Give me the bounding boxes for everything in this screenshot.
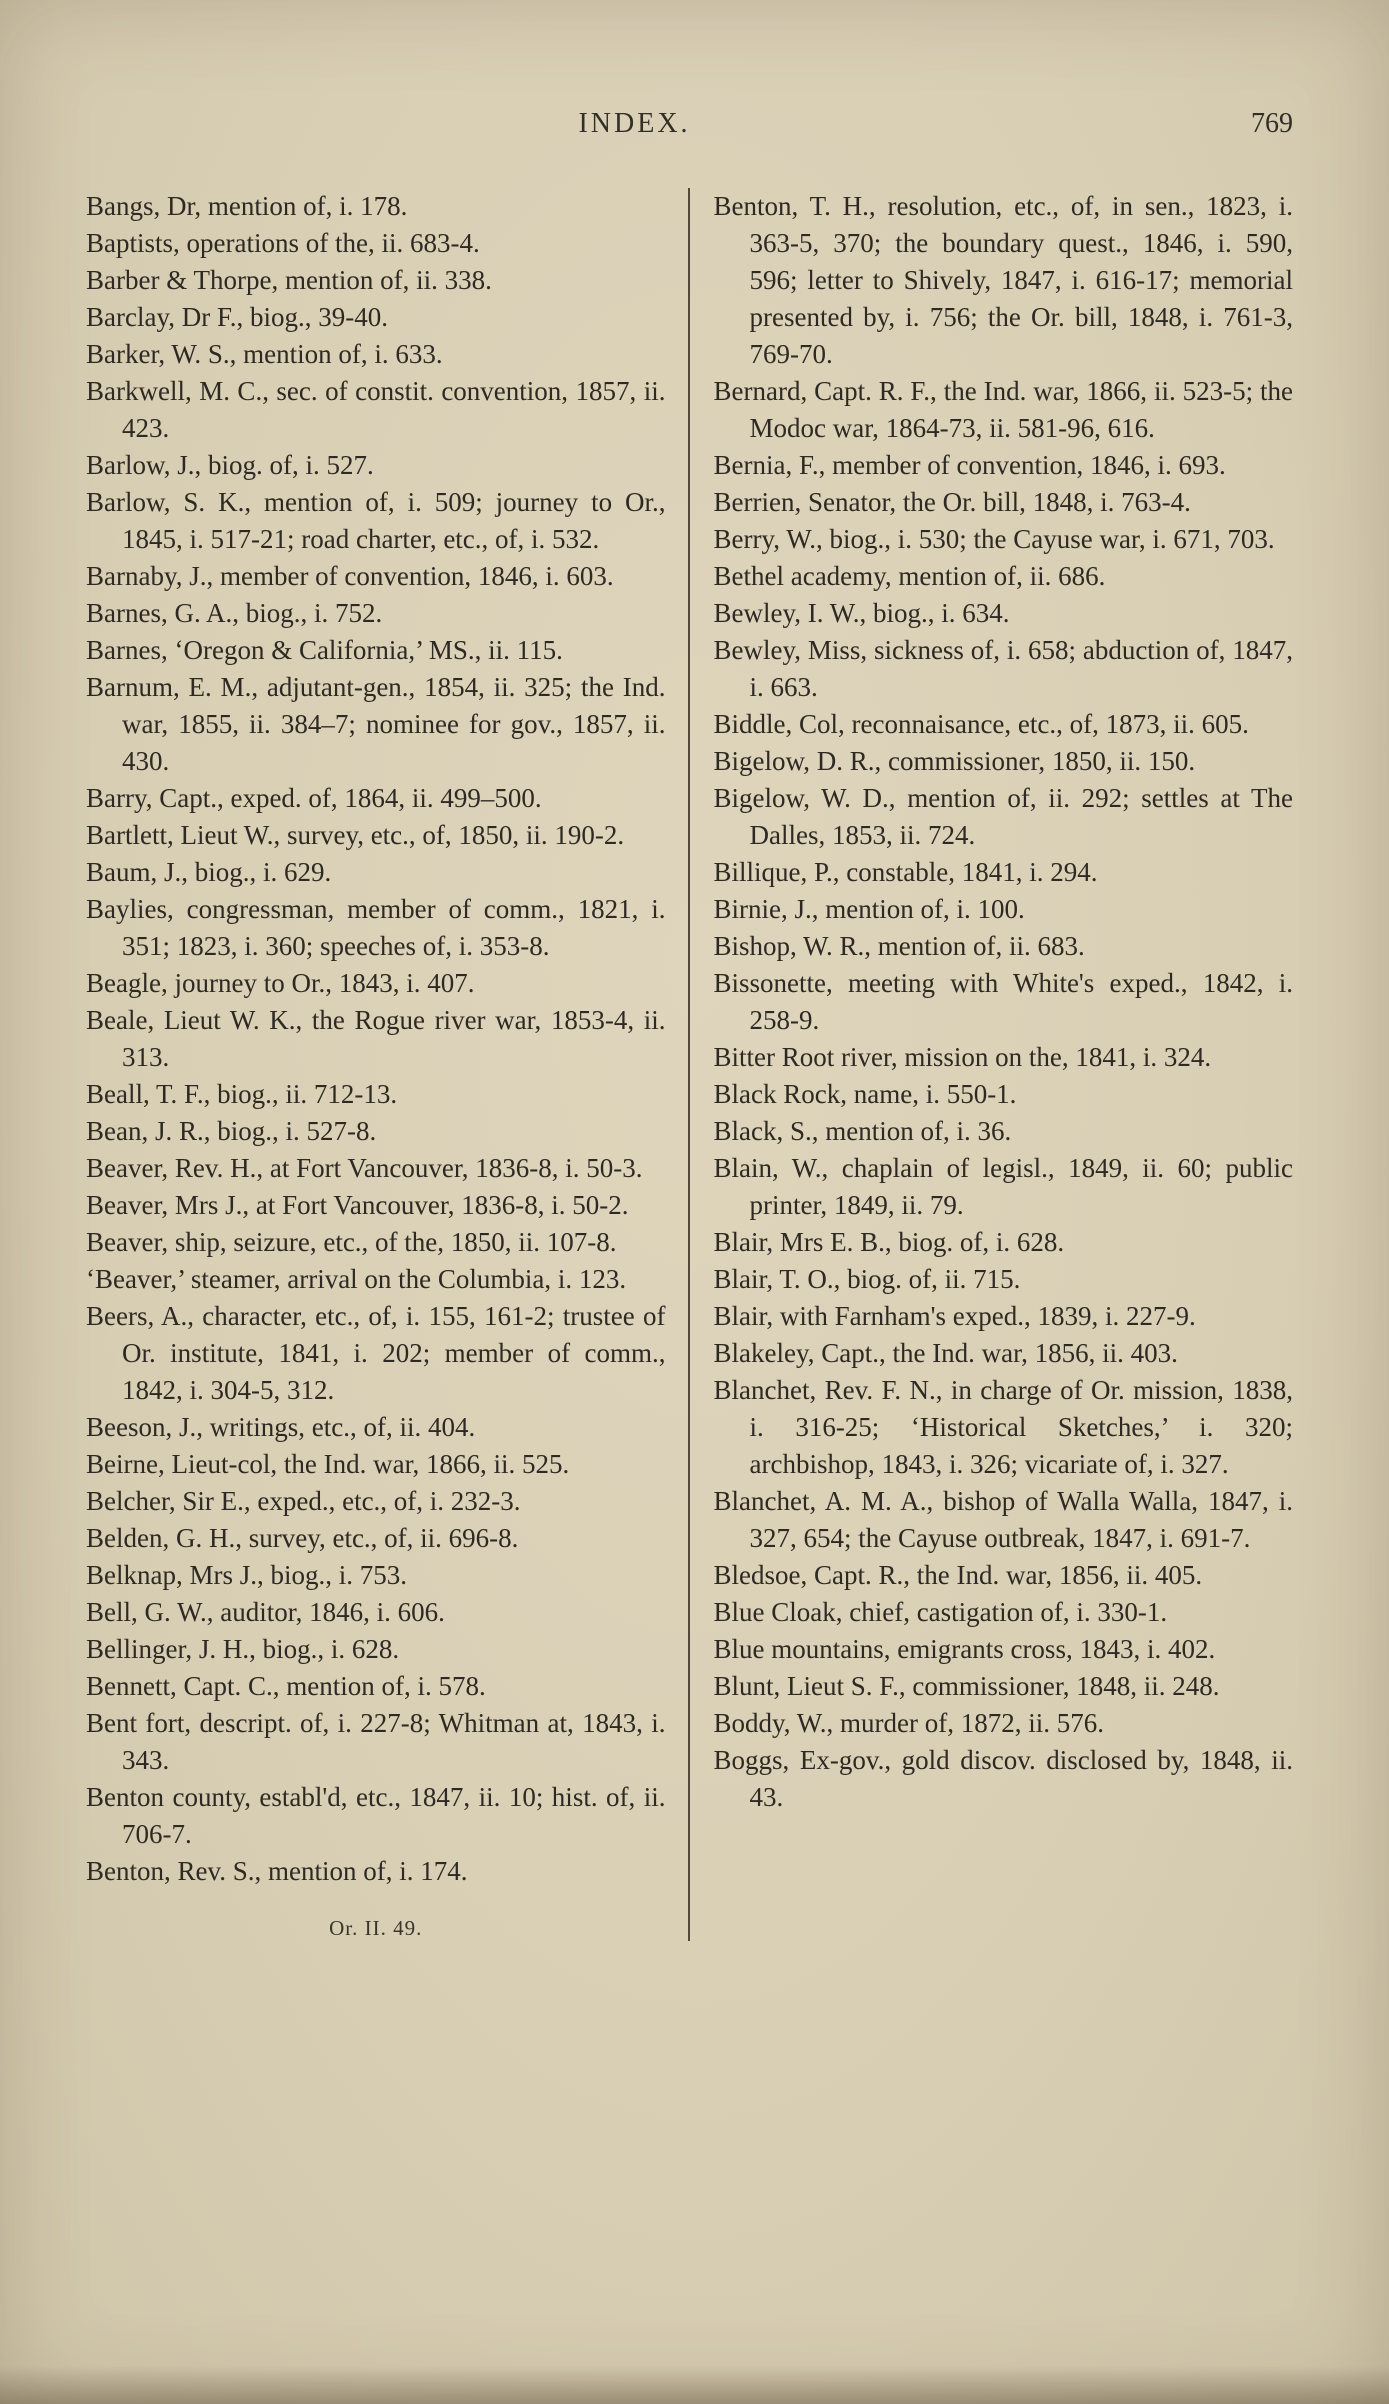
- index-entry: Barnaby, J., member of convention, 1846, i. 603.: [86, 561, 614, 591]
- index-entry: Bigelow, W. D., mention of, ii. 292; settles at The Dalles, 1853, ii. 724.: [713, 783, 1293, 850]
- index-entry: Barlow, S. K., mention of, i. 509; journey to Or., 1845, i. 517-21; road charter, etc., of, i. 532.: [86, 487, 666, 554]
- index-entry: Blakeley, Capt., the Ind. war, 1856, ii. 403.: [713, 1338, 1178, 1368]
- index-entry: Barkwell, M. C., sec. of constit. convention, 1857, ii. 423.: [86, 376, 666, 443]
- index-entry: Black Rock, name, i. 550-1.: [713, 1079, 1017, 1109]
- index-entry: Barlow, J., biog. of, i. 527.: [86, 450, 374, 480]
- index-entry: Belcher, Sir E., exped., etc., of, i. 232-3.: [86, 1486, 521, 1516]
- index-entry: Belknap, Mrs J., biog., i. 753.: [86, 1560, 407, 1590]
- index-entry: Blain, W., chaplain of legisl., 1849, ii. 60; public printer, 1849, ii. 79.: [713, 1153, 1293, 1220]
- index-entry: Bent fort, descript. of, i. 227-8; Whitman at, 1843, i. 343.: [86, 1708, 666, 1775]
- index-entry: Beers, A., character, etc., of, i. 155, 161-2; trustee of Or. institute, 1841, i. 202; member of comm., 1842, i. 304-5, 312.: [86, 1301, 666, 1405]
- index-entry: Barry, Capt., exped. of, 1864, ii. 499–500.: [86, 783, 542, 813]
- index-entry: Bangs, Dr, mention of, i. 178.: [86, 191, 408, 221]
- index-entry: Beaver, Mrs J., at Fort Vancouver, 1836-8, i. 50-2.: [86, 1190, 629, 1220]
- index-entry: Barnum, E. M., adjutant-gen., 1854, ii. 325; the Ind. war, 1855, ii. 384–7; nominee for gov., 1857, ii. 430.: [86, 672, 666, 776]
- index-entry: Black, S., mention of, i. 36.: [713, 1116, 1012, 1146]
- index-column-right: [690, 188, 1294, 1941]
- index-entry: Benton, Rev. S., mention of, i. 174.: [86, 1856, 468, 1886]
- index-entry: Bernia, F., member of convention, 1846, i. 693.: [713, 450, 1226, 480]
- index-entry: Bitter Root river, mission on the, 1841, i. 324.: [713, 1042, 1212, 1072]
- index-entry: Bethel academy, mention of, ii. 686.: [713, 561, 1106, 591]
- index-entry: Blunt, Lieut S. F., commissioner, 1848, ii. 248.: [713, 1671, 1220, 1701]
- index-entry: Bernard, Capt. R. F., the Ind. war, 1866, ii. 523-5; the Modoc war, 1864-73, ii. 581-96, 616.: [713, 376, 1293, 443]
- index-entry: Bigelow, D. R., commissioner, 1850, ii. 150.: [713, 746, 1196, 776]
- index-entry: Beagle, journey to Or., 1843, i. 407.: [86, 968, 475, 998]
- index-entry: Barclay, Dr F., biog., 39-40.: [86, 302, 389, 332]
- index-entry: Barnes, G. A., biog., i. 752.: [86, 598, 383, 628]
- index-entry: Baum, J., biog., i. 629.: [86, 857, 332, 887]
- index-entry: Beaver, ship, seizure, etc., of the, 1850, ii. 107-8.: [86, 1227, 617, 1257]
- index-entry: Benton, T. H., resolution, etc., of, in sen., 1823, i. 363-5, 370; the boundary quest., 1846, i. 590, 596; letter to Shively, 1847, i. 616-17; memorial presented by, i. 756; the Or. bill, 1848, i. 761-3, 769-70.: [713, 191, 1293, 369]
- printer-signature: Or. II. 49.: [329, 1916, 423, 1940]
- index-entry: Blair, with Farnham's exped., 1839, i. 227-9.: [713, 1301, 1196, 1331]
- index-entry: Beirne, Lieut-col, the Ind. war, 1866, ii. 525.: [86, 1449, 570, 1479]
- index-entry: Bartlett, Lieut W., survey, etc., of, 1850, ii. 190-2.: [86, 820, 625, 850]
- index-entry: ‘Beaver,’ steamer, arrival on the Columbia, i. 123.: [86, 1264, 627, 1294]
- index-entry: Bissonette, meeting with White's exped., 1842, i. 258-9.: [713, 968, 1293, 1035]
- index-entry: Boddy, W., murder of, 1872, ii. 576.: [713, 1708, 1104, 1738]
- index-entry: Benton county, establ'd, etc., 1847, ii. 10; hist. of, ii. 706-7.: [86, 1782, 666, 1849]
- scan-edge-shadow: [0, 2366, 1389, 2404]
- index-entry: Berrien, Senator, the Or. bill, 1848, i. 763-4.: [713, 487, 1191, 517]
- index-entry: Barber & Thorpe, mention of, ii. 338.: [86, 265, 492, 295]
- index-entry: Baptists, operations of the, ii. 683-4.: [86, 228, 480, 258]
- index-entry: Baylies, congressman, member of comm., 1821, i. 351; 1823, i. 360; speeches of, i. 353-8.: [86, 894, 666, 961]
- index-entry: Blair, Mrs E. B., biog. of, i. 628.: [713, 1227, 1065, 1257]
- index-entry: Beeson, J., writings, etc., of, ii. 404.: [86, 1412, 476, 1442]
- index-entry: Blue Cloak, chief, castigation of, i. 330-1.: [713, 1597, 1168, 1627]
- index-entry: Billique, P., constable, 1841, i. 294.: [713, 857, 1098, 887]
- index-entry: Bellinger, J. H., biog., i. 628.: [86, 1634, 400, 1664]
- index-entry: Bennett, Capt. C., mention of, i. 578.: [86, 1671, 486, 1701]
- index-entry: Biddle, Col, reconnaisance, etc., of, 1873, ii. 605.: [713, 709, 1249, 739]
- index-entry: Bewley, I. W., biog., i. 634.: [713, 598, 1010, 628]
- running-head: [86, 108, 1293, 150]
- page-number: 769: [1251, 108, 1293, 139]
- index-entry: Blanchet, A. M. A., bishop of Walla Walla, 1847, i. 327, 654; the Cayuse outbreak, 1847, i. 691-7.: [713, 1486, 1293, 1553]
- index-entry: Berry, W., biog., i. 530; the Cayuse war, i. 671, 703.: [713, 524, 1275, 554]
- index-entry: Beale, Lieut W. K., the Rogue river war, 1853-4, ii. 313.: [86, 1005, 666, 1072]
- index-entry: Bledsoe, Capt. R., the Ind. war, 1856, ii. 405.: [713, 1560, 1203, 1590]
- index-columns: [86, 188, 1293, 1941]
- index-entry: Bishop, W. R., mention of, ii. 683.: [713, 931, 1085, 961]
- index-entry: Bean, J. R., biog., i. 527-8.: [86, 1116, 377, 1146]
- index-entry: Blanchet, Rev. F. N., in charge of Or. mission, 1838, i. 316-25; ‘Historical Sketches,’ i. 320; archbishop, 1843, i. 326; vicariate of, i. 327.: [713, 1375, 1293, 1479]
- index-entry: Bewley, Miss, sickness of, i. 658; abduction of, 1847, i. 663.: [713, 635, 1293, 702]
- index-entry: Beaver, Rev. H., at Fort Vancouver, 1836-8, i. 50-3.: [86, 1153, 643, 1183]
- index-column-left: [86, 188, 690, 1941]
- index-entry: Birnie, J., mention of, i. 100.: [713, 894, 1025, 924]
- page-header-title: INDEX.: [578, 108, 691, 139]
- index-entry: Bell, G. W., auditor, 1846, i. 606.: [86, 1597, 445, 1627]
- index-entry: Belden, G. H., survey, etc., of, ii. 696-8.: [86, 1523, 519, 1553]
- index-entry: Blair, T. O., biog. of, ii. 715.: [713, 1264, 1021, 1294]
- index-entry: Barnes, ‘Oregon & California,’ MS., ii. 115.: [86, 635, 563, 665]
- index-entries-left: [86, 188, 666, 1890]
- index-entry: Boggs, Ex-gov., gold discov. disclosed by, 1848, ii. 43.: [713, 1745, 1293, 1812]
- index-entry: Beall, T. F., biog., ii. 712-13.: [86, 1079, 398, 1109]
- index-entry: Barker, W. S., mention of, i. 633.: [86, 339, 443, 369]
- index-entries-right: [714, 188, 1294, 1816]
- index-entry: Blue mountains, emigrants cross, 1843, i. 402.: [713, 1634, 1216, 1664]
